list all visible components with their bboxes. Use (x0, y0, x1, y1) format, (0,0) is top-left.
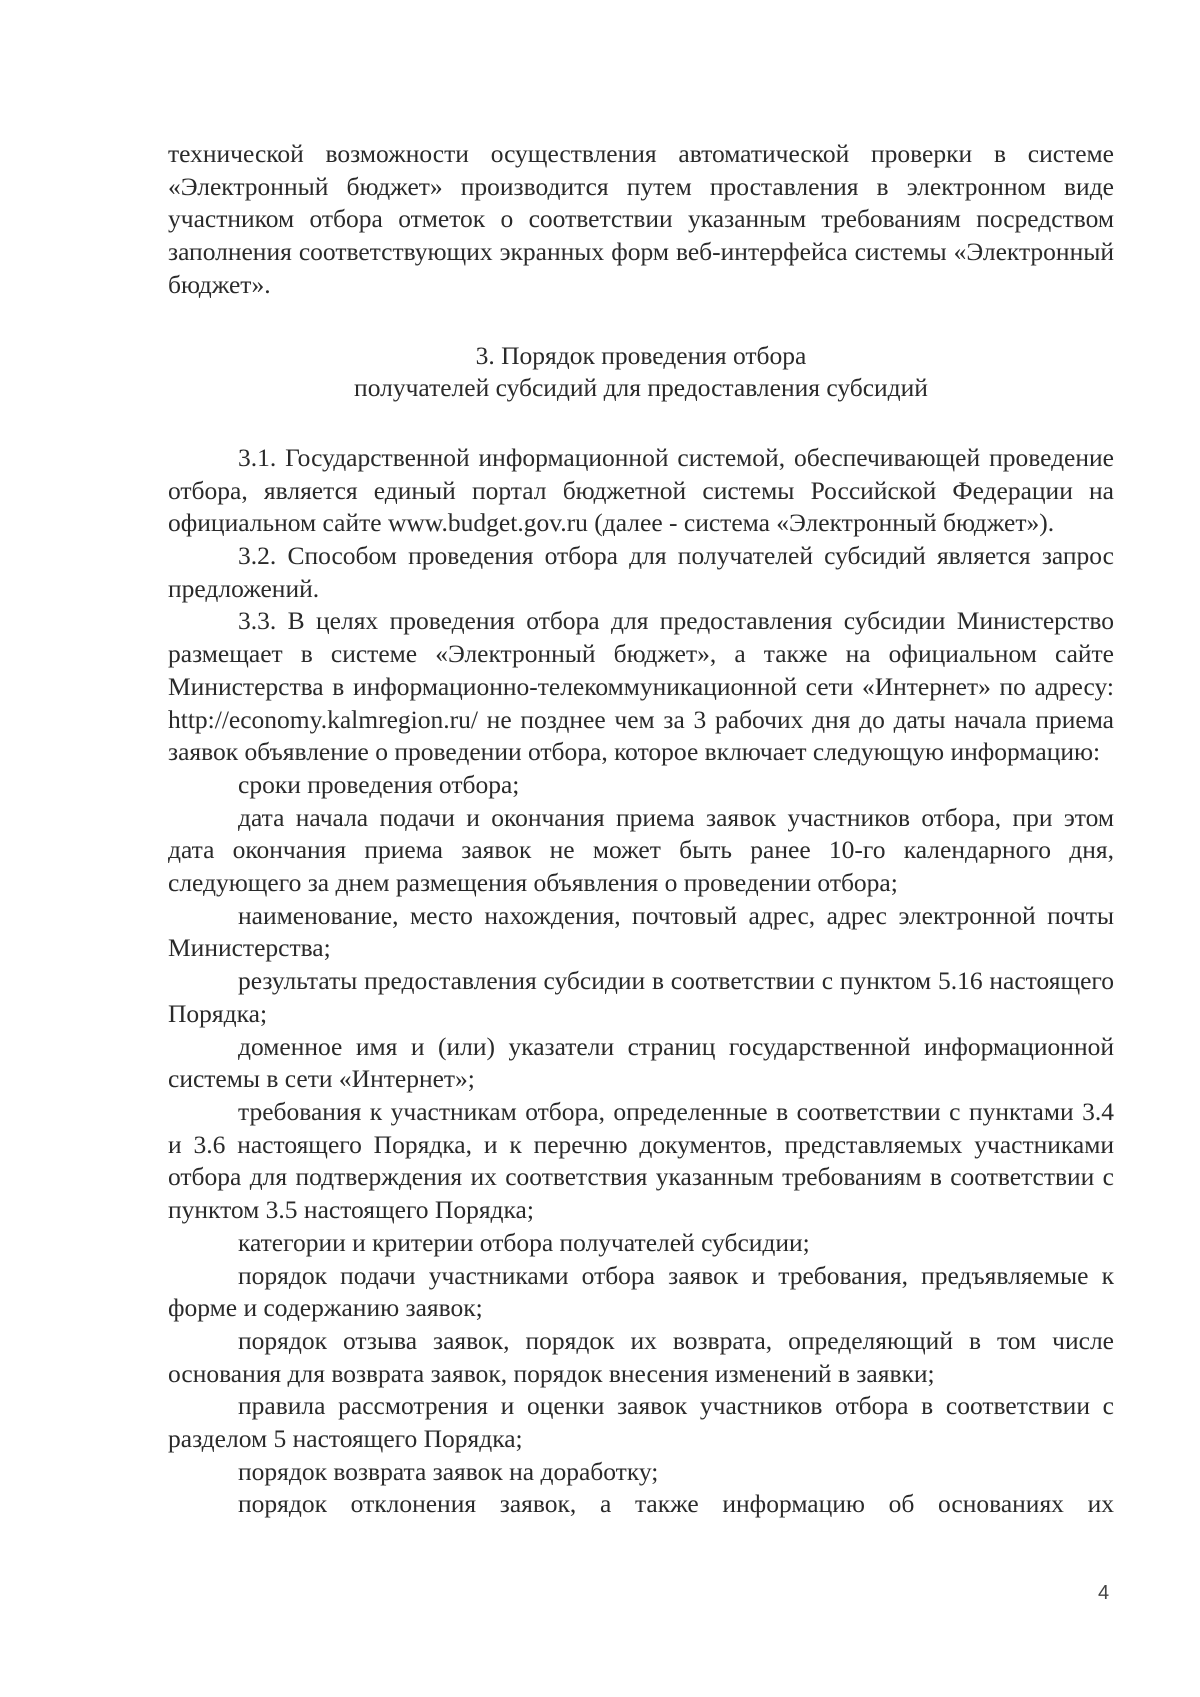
list-item: категории и критерии отбора получателей субсидии; (238, 1227, 810, 1257)
list-item: результаты предоставления субсидии в соответствии с пунктом 5.16 настоящего Порядка; (168, 966, 1114, 1028)
list-item: наименование, место нахождения, почтовый адрес, адрес электронной почты Министерства; (168, 900, 1114, 963)
paragraph-3-3: 3.3. В целях проведения отбора для предоставления субсидии Министерство размещает в системе «Электронный бюджет», а также на официальном сайте Министерства в информационно-телекоммуникационной сети «Интернет» по адресу: http://economy.kalmregion.ru/ не позднее чем за 3 рабочих дня до даты начала приема заявок объявление о проведении отбора, которое включает следующую информацию: (168, 606, 1114, 767)
list-item: порядок отклонения заявок, а также информацию об основаниях их (238, 1489, 1114, 1519)
page-body (168, 138, 1114, 1521)
list-item: сроки проведения отбора; (238, 769, 520, 799)
list-item: порядок отзыва заявок, порядок их возврата, определяющий в том числе основания для возврата заявок, порядок внесения изменений в заявки; (168, 1325, 1114, 1388)
list-item: порядок подачи участниками отбора заявок и требования, предъявляемые к форме и содержанию заявок; (168, 1260, 1114, 1323)
list-item: дата начала подачи и окончания приема заявок участников отбора, при этом дата окончания приема заявок не может быть ранее 10-го календарного дня, следующего за днем размещения объявления о проведении отбора; (168, 802, 1114, 898)
list-item: правила рассмотрения и оценки заявок участников отбора в соответствии с разделом 5 настоящего Порядка; (168, 1391, 1114, 1454)
list-item: доменное имя и (или) указатели страниц государственной информационной системы в сети «Интернет»; (168, 1031, 1114, 1094)
paragraph-3-2: 3.2. Способом проведения отбора для получателей субсидий является запрос предложений. (168, 541, 1114, 603)
page-number: 4 (1098, 1582, 1110, 1604)
section-heading (168, 340, 1114, 405)
list-item: требования к участникам отбора, определенные в соответствии с пунктами 3.4 и 3.6 настоящего Порядка, и к перечню документов, представляемых участниками отбора для подтверждения их соответствия указанным требованиям в соответствии с пунктом 3.5 настоящего Порядка; (168, 1096, 1114, 1225)
paragraph-3-1: 3.1. Государственной информационной системой, обеспечивающей проведение отбора, является единый портал бюджетной системы Российской Федерации на официальном сайте www.budget.gov.ru (далее - система «Электронный бюджет»). (168, 442, 1114, 538)
intro-paragraph: технической возможности осуществления автоматической проверки в системе «Электронный бюджет» производится путем проставления в электронном виде участником отбора отметок о соответствии указанным требованиям посредством заполнения соответствующих экранных форм веб-интерфейса системы «Электронный бюджет». (168, 139, 1114, 299)
list-item: порядок возврата заявок на доработку; (238, 1456, 659, 1486)
section-heading-line-2: получателей субсидий для предоставления субсидий (354, 373, 928, 403)
section-heading-line-1: 3. Порядок проведения отбора (475, 340, 807, 370)
